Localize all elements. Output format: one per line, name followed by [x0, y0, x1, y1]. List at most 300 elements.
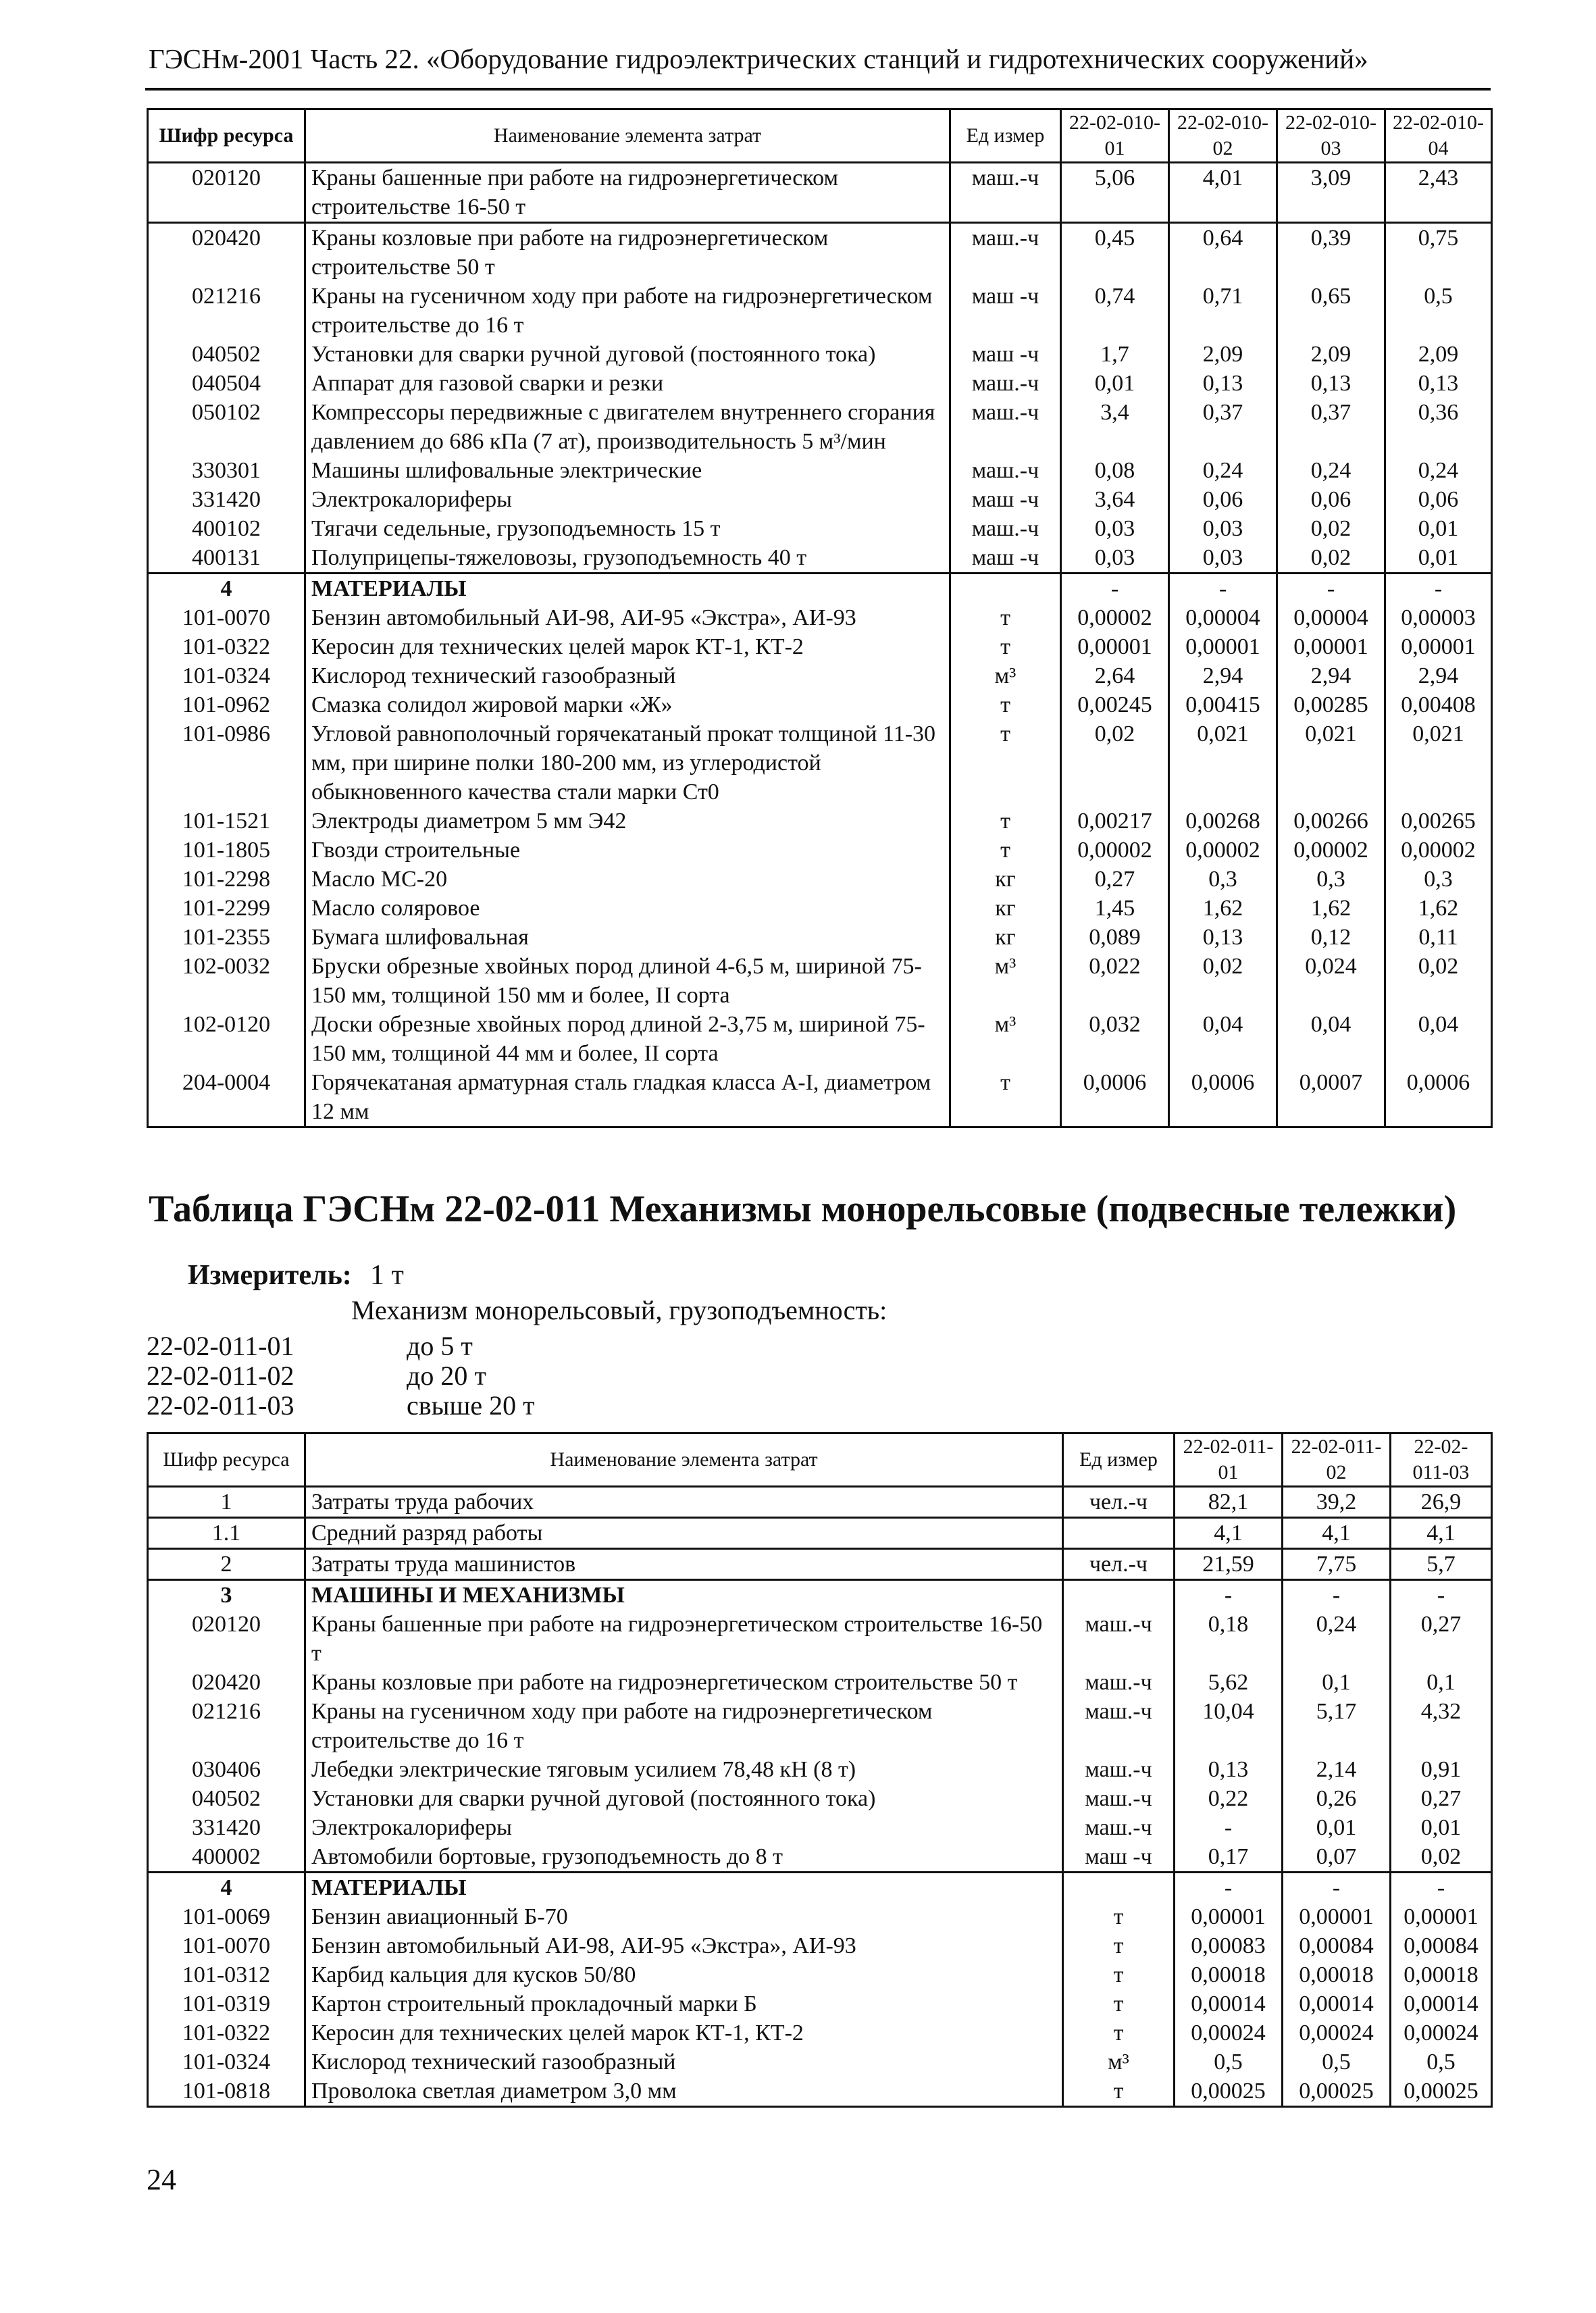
cell-cost-element: Бумага шлифовальная [305, 923, 950, 952]
cell-norm-value: 0,36 [1385, 398, 1492, 456]
cell-norm-value: 0,00002 [1169, 836, 1277, 865]
cell-norm-value: 0,03 [1061, 543, 1169, 574]
cell-norm-value: 0,00001 [1283, 1902, 1391, 1931]
meter-value: 1 т [370, 1260, 404, 1291]
cell-norm-value: 0,01 [1391, 1813, 1492, 1842]
table-row [148, 163, 1492, 223]
cell-norm-value: 0,00004 [1169, 603, 1277, 632]
cell-resource-code: 040504 [148, 369, 305, 398]
cell-resource-code: 101-0069 [148, 1902, 305, 1931]
table-row [148, 1902, 1492, 1931]
cell-norm-value: 39,2 [1283, 1487, 1391, 1518]
resource-table-22-02-010 [147, 108, 1493, 1128]
cell-unit: т [950, 603, 1061, 632]
table-row [148, 1518, 1492, 1549]
header-cost-element: Наименование элемента затрат [305, 109, 950, 163]
cell-unit: маш.-ч [1063, 1784, 1175, 1813]
cell-unit: маш.-ч [950, 514, 1061, 543]
table-row [148, 2018, 1492, 2048]
cell-norm-value: 0,1 [1391, 1668, 1492, 1697]
cell-norm-value: 1,7 [1061, 340, 1169, 369]
cell-resource-code: 331420 [148, 485, 305, 514]
cell-norm-value: 5,17 [1283, 1697, 1391, 1755]
cell-norm-value: - [1061, 574, 1169, 604]
table-row [148, 340, 1492, 369]
table-row [148, 2077, 1492, 2107]
norm-variant [147, 1389, 535, 1423]
cell-cost-element: Бензин автомобильный АИ-98, АИ-95 «Экстра», АИ-93 [305, 1931, 1063, 1960]
cell-norm-value: 0,00084 [1283, 1931, 1391, 1960]
cell-norm-value: 0,00001 [1061, 632, 1169, 661]
cell-norm-value: 1,62 [1385, 894, 1492, 923]
cell-resource-code: 4 [148, 1873, 305, 1903]
cell-resource-code: 400102 [148, 514, 305, 543]
cell-cost-element: Аппарат для газовой сварки и резки [305, 369, 950, 398]
cell-norm-value: 4,01 [1169, 163, 1277, 223]
cell-norm-value: 0,08 [1061, 456, 1169, 485]
table-row [148, 1487, 1492, 1518]
cell-norm-value: 0,00002 [1277, 836, 1385, 865]
cell-norm-value: 0,00018 [1283, 1960, 1391, 1989]
cell-norm-value: 2,14 [1283, 1755, 1391, 1784]
cell-norm-value: 5,62 [1175, 1668, 1283, 1697]
cell-norm-value: 0,04 [1277, 1010, 1385, 1068]
cell-resource-code: 021216 [148, 1697, 305, 1755]
cell-resource-code: 101-0322 [148, 2018, 305, 2048]
cell-norm-value: 0,00285 [1277, 690, 1385, 719]
cell-norm-value: 0,00415 [1169, 690, 1277, 719]
cell-unit: маш -ч [950, 485, 1061, 514]
cell-norm-value: 2,94 [1277, 661, 1385, 690]
header-norm-code: 22-02-010-02 [1169, 109, 1277, 163]
cell-cost-element: Краны башенные при работе на гидроэнергетическом строительстве 16-50 т [305, 163, 950, 223]
table-row [148, 894, 1492, 923]
cell-resource-code: 204-0004 [148, 1068, 305, 1127]
header-norm-code: 22-02-010-04 [1385, 109, 1492, 163]
cell-norm-value: 0,00025 [1175, 2077, 1283, 2107]
cell-norm-value: 0,021 [1277, 719, 1385, 807]
cell-norm-value: 2,94 [1385, 661, 1492, 690]
cell-norm-value: 0,0006 [1169, 1068, 1277, 1127]
table-row [148, 1610, 1492, 1668]
cell-norm-value: 0,00245 [1061, 690, 1169, 719]
cell-norm-value: 0,13 [1385, 369, 1492, 398]
cell-cost-element: Установки для сварки ручной дуговой (постоянного тока) [305, 340, 950, 369]
cell-unit: т [1063, 1960, 1175, 1989]
cell-unit: т [950, 1068, 1061, 1127]
cell-unit: т [950, 690, 1061, 719]
cell-resource-code: 102-0120 [148, 1010, 305, 1068]
cell-norm-value: 0,17 [1175, 1842, 1283, 1873]
cell-resource-code: 040502 [148, 1784, 305, 1813]
cell-unit [1063, 1580, 1175, 1610]
cell-norm-value: 1,62 [1277, 894, 1385, 923]
cell-cost-element: Электрокалориферы [305, 485, 950, 514]
cell-cost-element: Краны на гусеничном ходу при работе на гидроэнергетическом строительстве до 16 т [305, 1697, 1063, 1755]
cell-resource-code: 101-0962 [148, 690, 305, 719]
cell-norm-value: 0,13 [1277, 369, 1385, 398]
table-row [148, 1960, 1492, 1989]
table-row [148, 1755, 1492, 1784]
cell-norm-value: 3,4 [1061, 398, 1169, 456]
cell-resource-code: 102-0032 [148, 952, 305, 1010]
cell-cost-element: Керосин для технических целей марок КТ-1, КТ-2 [305, 2018, 1063, 2048]
cell-norm-value: 3,64 [1061, 485, 1169, 514]
cell-norm-value: 0,03 [1061, 514, 1169, 543]
cell-norm-value: 0,02 [1061, 719, 1169, 807]
table-row [148, 1697, 1492, 1755]
cell-cost-element: Гвозди строительные [305, 836, 950, 865]
cell-unit: маш.-ч [950, 398, 1061, 456]
cell-norm-value: 0,65 [1277, 282, 1385, 340]
cell-norm-value: 5,06 [1061, 163, 1169, 223]
cell-norm-value: 0,75 [1385, 223, 1492, 282]
cell-unit: маш.-ч [950, 456, 1061, 485]
cell-norm-value: 0,24 [1385, 456, 1492, 485]
cell-cost-element: Полуприцепы-тяжеловозы, грузоподъемность 40 т [305, 543, 950, 574]
table-row [148, 282, 1492, 340]
table-header-row [148, 109, 1492, 163]
cell-norm-value: - [1277, 574, 1385, 604]
cell-norm-value: 0,01 [1385, 514, 1492, 543]
cell-norm-value: 0,00014 [1283, 1989, 1391, 2018]
header-rule [145, 88, 1491, 91]
header-cost-element: Наименование элемента затрат [305, 1433, 1063, 1487]
cell-norm-value: 0,00003 [1385, 603, 1492, 632]
cell-norm-value: 0,5 [1283, 2048, 1391, 2077]
cell-resource-code: 3 [148, 1580, 305, 1610]
cell-resource-code: 020420 [148, 223, 305, 282]
cell-norm-value: 0,00004 [1277, 603, 1385, 632]
header-unit: Ед измер [950, 109, 1061, 163]
cell-norm-value: 0,00268 [1169, 807, 1277, 836]
cell-norm-value: 0,3 [1385, 865, 1492, 894]
cell-norm-value: 0,45 [1061, 223, 1169, 282]
cell-cost-element: Кислород технический газообразный [305, 2048, 1063, 2077]
table-row [148, 485, 1492, 514]
cell-norm-value: 26,9 [1391, 1487, 1492, 1518]
running-header: ГЭСНм-2001 Часть 22. «Оборудование гидроэлектрических станций и гидротехнических сооружений» [149, 43, 1368, 74]
cell-norm-value: 0,07 [1283, 1842, 1391, 1873]
cell-cost-element: Горячекатаная арматурная сталь гладкая класса А-I, диаметром 12 мм [305, 1068, 950, 1127]
cell-norm-value: 2,09 [1277, 340, 1385, 369]
cell-resource-code: 400131 [148, 543, 305, 574]
cell-cost-element: МАТЕРИАЛЫ [305, 574, 950, 604]
cell-norm-value: 7,75 [1283, 1549, 1391, 1580]
cell-norm-value: 1,62 [1169, 894, 1277, 923]
table-row [148, 923, 1492, 952]
norm-variant-code: 22-02-011-01 [147, 1331, 294, 1361]
cell-cost-element: Краны козловые при работе на гидроэнергетическом строительстве 50 т [305, 1668, 1063, 1697]
table-row [148, 1784, 1492, 1813]
cell-norm-value: 0,00084 [1391, 1931, 1492, 1960]
cell-norm-value: 0,00001 [1175, 1902, 1283, 1931]
cell-norm-value: 0,01 [1283, 1813, 1391, 1842]
cell-norm-value: - [1385, 574, 1492, 604]
cell-norm-value: 0,024 [1277, 952, 1385, 1010]
cell-norm-value: 10,04 [1175, 1697, 1283, 1755]
norm-variant-text: свыше 20 т [407, 1390, 535, 1421]
cell-norm-value: 0,03 [1169, 543, 1277, 574]
table-row [148, 661, 1492, 690]
cell-unit: т [950, 632, 1061, 661]
cell-unit: кг [950, 865, 1061, 894]
cell-norm-value: 0,00025 [1283, 2077, 1391, 2107]
cell-cost-element: Средний разряд работы [305, 1518, 1063, 1549]
table-row [148, 2048, 1492, 2077]
cell-unit: т [1063, 1902, 1175, 1931]
table-header-row [148, 1433, 1492, 1487]
cell-norm-value: 0,00266 [1277, 807, 1385, 836]
cell-cost-element: Тягачи седельные, грузоподъемность 15 т [305, 514, 950, 543]
cell-norm-value: 0,02 [1391, 1842, 1492, 1873]
cell-norm-value: 0,5 [1385, 282, 1492, 340]
cell-norm-value: 3,09 [1277, 163, 1385, 223]
table-row [148, 1842, 1492, 1873]
cell-unit: т [950, 719, 1061, 807]
cell-unit: м³ [950, 952, 1061, 1010]
cell-norm-value: 0,64 [1169, 223, 1277, 282]
cell-norm-value: 0,04 [1385, 1010, 1492, 1068]
cell-norm-value: 0,022 [1061, 952, 1169, 1010]
cell-norm-value: 0,13 [1175, 1755, 1283, 1784]
cell-unit: м³ [1063, 2048, 1175, 2077]
cell-resource-code: 101-0322 [148, 632, 305, 661]
cell-resource-code: 020420 [148, 1668, 305, 1697]
table-row [148, 603, 1492, 632]
cell-norm-value: 0,39 [1277, 223, 1385, 282]
cell-norm-value: 0,00014 [1391, 1989, 1492, 2018]
resource-table-22-02-011 [147, 1432, 1493, 2108]
cell-norm-value: 0,74 [1061, 282, 1169, 340]
cell-norm-value: 4,1 [1391, 1518, 1492, 1549]
cell-unit: маш.-ч [1063, 1697, 1175, 1755]
cell-cost-element: Краны на гусеничном ходу при работе на гидроэнергетическом строительстве до 16 т [305, 282, 950, 340]
cell-norm-value: 0,37 [1277, 398, 1385, 456]
cell-norm-value: 0,00018 [1175, 1960, 1283, 1989]
cell-unit: т [1063, 2077, 1175, 2107]
cell-norm-value: 0,00025 [1391, 2077, 1492, 2107]
cell-norm-value: 0,02 [1277, 514, 1385, 543]
table-row [148, 223, 1492, 282]
section-row [148, 1873, 1492, 1903]
table-row [148, 1068, 1492, 1127]
cell-cost-element: Краны башенные при работе на гидроэнергетическом строительстве 16-50 т [305, 1610, 1063, 1668]
table-row [148, 1813, 1492, 1842]
table-body [148, 163, 1492, 1127]
cell-unit: маш.-ч [950, 163, 1061, 223]
cell-norm-value: 0,06 [1169, 485, 1277, 514]
cell-norm-value: 0,01 [1061, 369, 1169, 398]
cell-norm-value: 0,24 [1283, 1610, 1391, 1668]
cell-norm-value: 0,27 [1391, 1610, 1492, 1668]
cell-resource-code: 1.1 [148, 1518, 305, 1549]
cell-norm-value: 0,021 [1169, 719, 1277, 807]
cell-norm-value: 0,24 [1169, 456, 1277, 485]
table-row [148, 719, 1492, 807]
cell-norm-value: 0,00001 [1385, 632, 1492, 661]
cell-norm-value: 0,021 [1385, 719, 1492, 807]
cell-norm-value: 0,37 [1169, 398, 1277, 456]
table-row [148, 1989, 1492, 2018]
cell-norm-value: 21,59 [1175, 1549, 1283, 1580]
section-row [148, 1580, 1492, 1610]
norm-variant-text: до 5 т [407, 1331, 473, 1361]
cell-resource-code: 101-0818 [148, 2077, 305, 2107]
section-row [148, 574, 1492, 604]
cell-unit: маш.-ч [1063, 1755, 1175, 1784]
header-resource-code: Шифр ресурса [148, 109, 305, 163]
norm-variant [147, 1329, 473, 1363]
cell-resource-code: 101-0312 [148, 1960, 305, 1989]
cell-cost-element: МАТЕРИАЛЫ [305, 1873, 1063, 1903]
cell-norm-value: - [1175, 1873, 1283, 1903]
cell-cost-element: Масло соляровое [305, 894, 950, 923]
table-row [148, 836, 1492, 865]
cell-norm-value: 0,3 [1277, 865, 1385, 894]
table-row [148, 398, 1492, 456]
cell-norm-value: 0,02 [1385, 952, 1492, 1010]
cell-cost-element: Масло МС-20 [305, 865, 950, 894]
cell-norm-value: 0,06 [1277, 485, 1385, 514]
cell-cost-element: Краны козловые при работе на гидроэнергетическом строительстве 50 т [305, 223, 950, 282]
cell-cost-element: Машины шлифовальные электрические [305, 456, 950, 485]
meter-label: Измеритель: [188, 1260, 352, 1291]
cell-resource-code: 331420 [148, 1813, 305, 1842]
table-body [148, 1487, 1492, 2107]
cell-norm-value: 0,24 [1277, 456, 1385, 485]
cell-resource-code: 4 [148, 574, 305, 604]
cell-norm-value: - [1283, 1873, 1391, 1903]
cell-resource-code: 2 [148, 1549, 305, 1580]
cell-cost-element: МАШИНЫ И МЕХАНИЗМЫ [305, 1580, 1063, 1610]
cell-cost-element: Установки для сварки ручной дуговой (постоянного тока) [305, 1784, 1063, 1813]
cell-unit: маш.-ч [950, 369, 1061, 398]
cell-unit: чел.-ч [1063, 1549, 1175, 1580]
cell-cost-element: Кислород технический газообразный [305, 661, 950, 690]
cell-norm-value: 0,02 [1277, 543, 1385, 574]
cell-norm-value: 4,1 [1175, 1518, 1283, 1549]
cell-resource-code: 101-1521 [148, 807, 305, 836]
cell-norm-value: 0,00024 [1391, 2018, 1492, 2048]
cell-resource-code: 030406 [148, 1755, 305, 1784]
cell-norm-value: 0,00024 [1283, 2018, 1391, 2048]
table-row [148, 1668, 1492, 1697]
cell-resource-code: 101-2355 [148, 923, 305, 952]
table-row [148, 369, 1492, 398]
cell-resource-code: 020120 [148, 1610, 305, 1668]
cell-cost-element: Бензин авиационный Б-70 [305, 1902, 1063, 1931]
norm-variant-code: 22-02-011-03 [147, 1390, 294, 1421]
cell-resource-code: 101-0070 [148, 603, 305, 632]
cell-norm-value: 0,00002 [1061, 603, 1169, 632]
cell-norm-value: 0,27 [1061, 865, 1169, 894]
cell-norm-value: 0,22 [1175, 1784, 1283, 1813]
cell-norm-value: 0,00083 [1175, 1931, 1283, 1960]
cell-norm-value: 0,04 [1169, 1010, 1277, 1068]
cell-norm-value: 0,00265 [1385, 807, 1492, 836]
cell-cost-element: Карбид кальция для кусков 50/80 [305, 1960, 1063, 1989]
cell-cost-element: Керосин для технических целей марок КТ-1, КТ-2 [305, 632, 950, 661]
cell-resource-code: 101-0070 [148, 1931, 305, 1960]
cell-unit [1063, 1873, 1175, 1903]
cell-unit: м³ [950, 1010, 1061, 1068]
cell-norm-value: - [1283, 1580, 1391, 1610]
cell-cost-element: Автомобили бортовые, грузоподъемность до 8 т [305, 1842, 1063, 1873]
cell-norm-value: 2,09 [1169, 340, 1277, 369]
cell-cost-element: Затраты труда рабочих [305, 1487, 1063, 1518]
cell-cost-element: Электроды диаметром 5 мм Э42 [305, 807, 950, 836]
cell-cost-element: Компрессоры передвижные с двигателем внутреннего сгорания давлением до 686 кПа (7 ат), производительность 5 м³/мин [305, 398, 950, 456]
cell-cost-element: Затраты труда машинистов [305, 1549, 1063, 1580]
cell-norm-value: 2,43 [1385, 163, 1492, 223]
header-norm-code: 22-02-010-01 [1061, 109, 1169, 163]
cell-unit: т [1063, 1989, 1175, 2018]
cell-resource-code: 101-2299 [148, 894, 305, 923]
cell-norm-value: 0,12 [1277, 923, 1385, 952]
cell-resource-code: 1 [148, 1487, 305, 1518]
cell-cost-element: Электрокалориферы [305, 1813, 1063, 1842]
header-norm-code: 22-02-010-03 [1277, 109, 1385, 163]
cell-resource-code: 050102 [148, 398, 305, 456]
cell-norm-value: 0,13 [1169, 923, 1277, 952]
cell-norm-value: 0,032 [1061, 1010, 1169, 1068]
cell-unit: маш -ч [950, 282, 1061, 340]
cell-norm-value: - [1175, 1580, 1283, 1610]
page-number: 24 [147, 2163, 176, 2196]
cell-norm-value: 5,7 [1391, 1549, 1492, 1580]
cell-norm-value: 82,1 [1175, 1487, 1283, 1518]
cell-norm-value: 0,5 [1175, 2048, 1283, 2077]
cell-unit: маш.-ч [1063, 1668, 1175, 1697]
cell-norm-value: - [1391, 1580, 1492, 1610]
cell-resource-code: 101-0324 [148, 2048, 305, 2077]
cell-resource-code: 101-0324 [148, 661, 305, 690]
cell-unit: маш -ч [1063, 1842, 1175, 1873]
cell-norm-value: 0,00014 [1175, 1989, 1283, 2018]
cell-norm-value: 0,26 [1283, 1784, 1391, 1813]
cell-resource-code: 040502 [148, 340, 305, 369]
cell-unit: чел.-ч [1063, 1487, 1175, 1518]
cell-norm-value: 0,0006 [1385, 1068, 1492, 1127]
norm-variant [147, 1359, 486, 1393]
cell-norm-value: 0,00024 [1175, 2018, 1283, 2048]
table-row [148, 952, 1492, 1010]
table-row [148, 1010, 1492, 1068]
cell-norm-value: 0,18 [1175, 1610, 1283, 1668]
table-row [148, 456, 1492, 485]
table-row [148, 514, 1492, 543]
cell-norm-value: 0,02 [1169, 952, 1277, 1010]
cell-norm-value: 0,00018 [1391, 1960, 1492, 1989]
cell-norm-value: 2,94 [1169, 661, 1277, 690]
cell-unit: маш -ч [950, 543, 1061, 574]
cell-unit: т [1063, 2018, 1175, 2048]
table-row [148, 807, 1492, 836]
cell-cost-element: Проволока светлая диаметром 3,0 мм [305, 2077, 1063, 2107]
cell-norm-value: 0,3 [1169, 865, 1277, 894]
cell-norm-value: 0,00001 [1277, 632, 1385, 661]
norm-variant-text: до 20 т [407, 1361, 486, 1391]
table-row [148, 690, 1492, 719]
table-title: Таблица ГЭСНм 22-02-011 Механизмы монорельсовые (подвесные тележки) [149, 1188, 1457, 1230]
cell-cost-element: Угловой равнополочный горячекатаный прокат толщиной 11-30 мм, при ширине полки 180-200 мм, из углеродистой обыкновенного качества стали марки Ст0 [305, 719, 950, 807]
cell-norm-value: 0,91 [1391, 1755, 1492, 1784]
header-unit: Ед измер [1063, 1433, 1175, 1487]
cell-norm-value: 0,00002 [1385, 836, 1492, 865]
cell-unit: м³ [950, 661, 1061, 690]
cell-norm-value: 0,00002 [1061, 836, 1169, 865]
